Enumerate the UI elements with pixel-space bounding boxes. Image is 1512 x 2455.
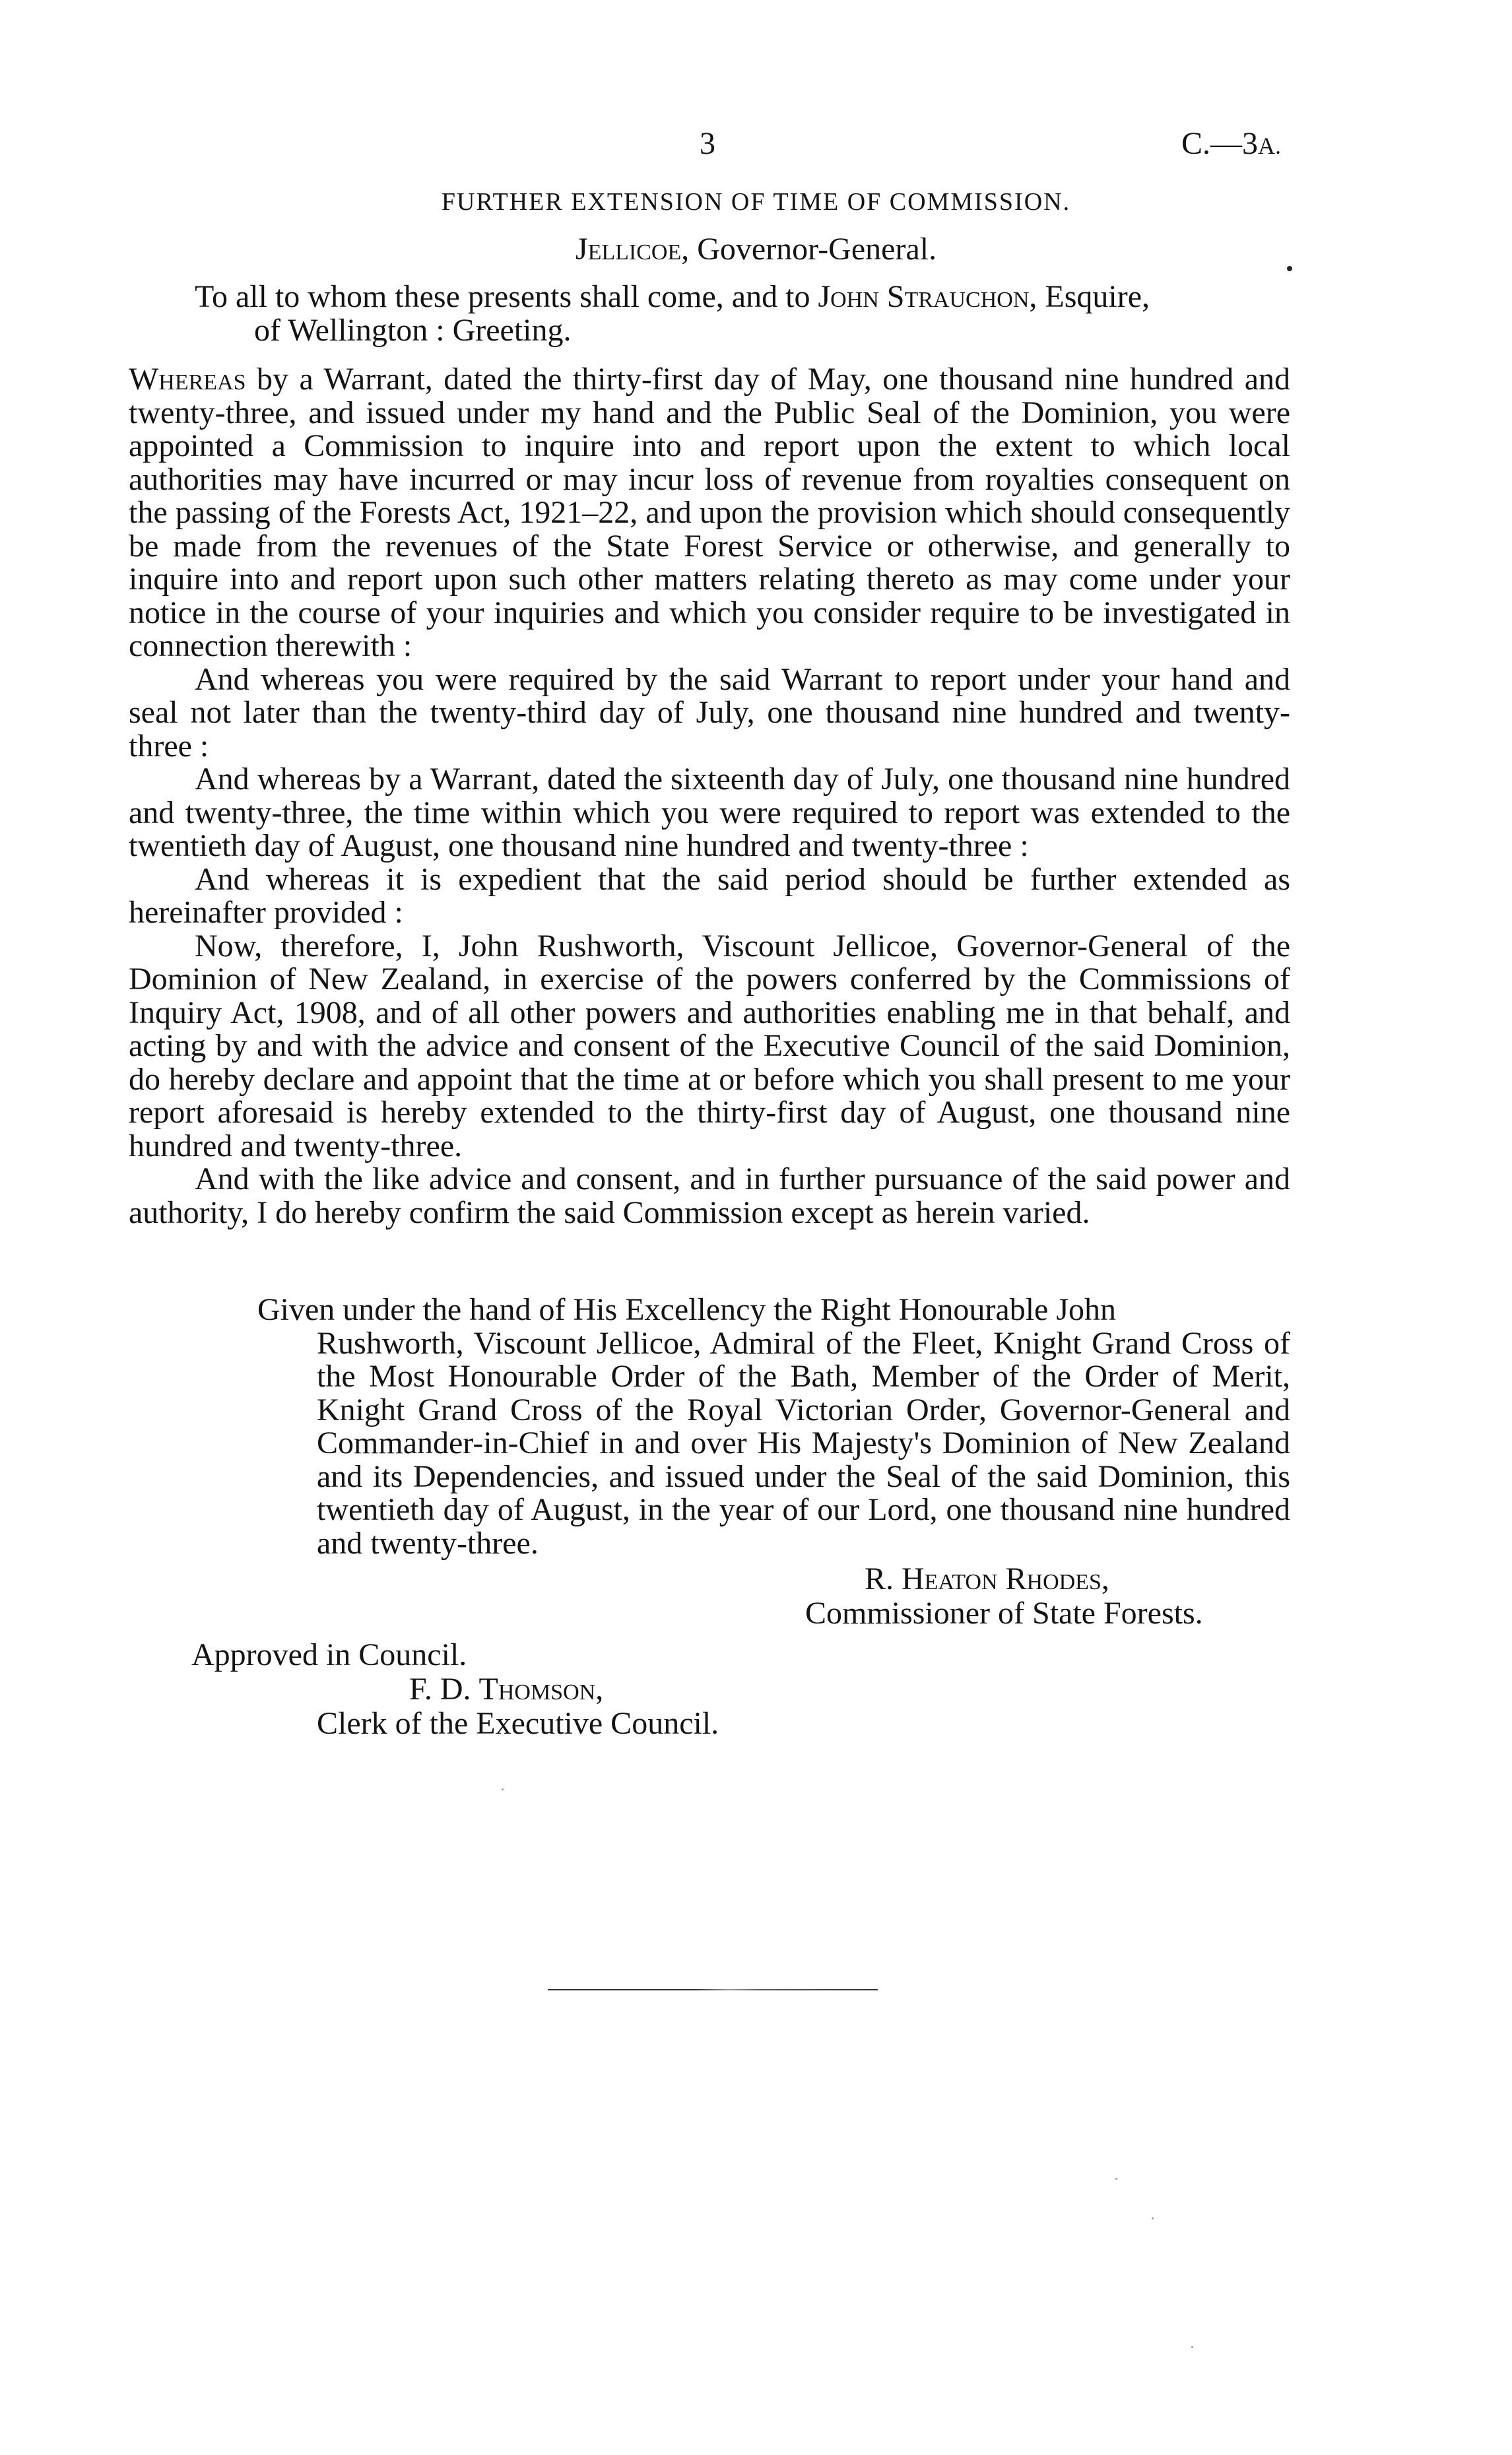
reference-suffix: A. — [1258, 133, 1282, 159]
given-first-line: Given under the hand of His Excellency the Right Honourable John — [257, 1292, 1117, 1327]
page-number: 3 — [700, 126, 715, 161]
salutation-prefix: To all to whom these presents shall come, and to — [195, 279, 818, 314]
reference-main: C.—3 — [1181, 126, 1259, 161]
paper-speck — [1152, 2217, 1154, 2219]
signature-2-initial: F. D. — [409, 1672, 479, 1707]
given-rest: Rushworth, Viscount Jellicoe, Admiral of the Fleet, Knight Grand Cross of the Most Honourable Order of the Bath, Member of the Order of Merit, Knight Grand Cross of the Royal Victorian Order, Governor-General and Commander-in-Chief in and over His Majesty's Dominion of New Zealand and its Dependencies, and issued under the Seal of the said Dominion, this twentieth day of August, in the year of our Lord, one thousand nine hundred and twenty-three. — [317, 1325, 1290, 1561]
signature-2-name: Thomson — [478, 1672, 596, 1707]
approved-in-council: Approved in Council. — [191, 1637, 467, 1672]
signature-commissioner-title: Commissioner of State Forests. — [805, 1596, 1203, 1631]
ink-speck — [1287, 266, 1292, 271]
paragraph-5: Now, therefore, I, John Rushworth, Viscount Jellicoe, Governor-General of the Dominion of New Zealand, in exercise of the powers conferred by the Commissions of Inquiry Act, 1908, and of all other powers and authorities enabling me in that behalf, and acting by and with the advice and consent of the Executive Council of the said Dominion, do hereby declare and appoint that the time at or before which you shall present to me your report aforesaid is hereby extended to the thirty-first day of August, one thousand nine hundred and twenty-three. — [129, 928, 1290, 1163]
paragraph-6: And with the like advice and consent, and in further pursuance of the said power and authority, I do hereby confirm the said Commission except as herein varied. — [129, 1162, 1290, 1230]
signature-1-name: Heaton Rhodes — [902, 1561, 1101, 1596]
signature-commissioner — [865, 1561, 1109, 1597]
signature-clerk — [409, 1671, 603, 1707]
signature-1-trail: , — [1101, 1561, 1109, 1596]
governor-heading — [0, 231, 1512, 267]
signature-1-initial: R. — [865, 1561, 902, 1596]
paper-speck — [502, 1788, 504, 1790]
paragraph-1-text: by a Warrant, dated the thirty-first day of May, one thousand nine hundred and twenty-three, and issued under my hand and the Public Seal of the Dominion, you were appointed a Commission to inquire into and report upon the extent to which local authorities may have incurred or may incur loss of revenue from royalties consequent on the passing of the Forests Act, 1921–22, and upon the provision which should consequently be made from the revenues of the State Forest Service or otherwise, and generally to inquire into and report upon such other matters relating thereto as may come under your notice in the course of your inquiries and which you consider require to be investigated in connection therewith : — [129, 362, 1290, 663]
paper-speck — [1115, 2178, 1117, 2180]
given-under-clause — [257, 1293, 1290, 1560]
document-title: FURTHER EXTENSION OF TIME OF COMMISSION. — [441, 188, 1071, 216]
paragraph-4: And whereas it is expedient that the said period should be further extended as hereinafter provided : — [129, 861, 1290, 930]
salutation-line-1 — [195, 280, 1290, 314]
paragraph-2: And whereas you were required by the said Warrant to report under your hand and seal not later than the twenty-third day of July, one thousand nine hundred and twenty-three : — [129, 661, 1290, 764]
paragraph-3: And whereas by a Warrant, dated the sixteenth day of July, one thousand nine hundred and twenty-three, the time within which you were required to report was extended to the twentieth day of August, one thousand nine hundred and twenty-three : — [129, 762, 1290, 863]
document-body — [129, 363, 1290, 1229]
paragraph-lead-word: Whereas — [129, 362, 246, 397]
signature-2-trail: , — [595, 1672, 604, 1707]
salutation-suffix: , Esquire, — [1029, 279, 1150, 314]
salutation — [195, 280, 1290, 347]
paper-speck — [1191, 2346, 1193, 2348]
document-reference — [1181, 125, 1281, 162]
salutation-line-2: of Wellington : Greeting. — [254, 312, 572, 348]
paragraph-whereas — [129, 363, 1290, 663]
end-rule — [548, 1989, 878, 1990]
signature-clerk-title: Clerk of the Executive Council. — [317, 1706, 719, 1741]
salutation-addressee: John Strauchon — [818, 279, 1030, 314]
governor-role: , Governor-General. — [681, 232, 937, 267]
governor-name: Jellicoe — [575, 232, 682, 267]
